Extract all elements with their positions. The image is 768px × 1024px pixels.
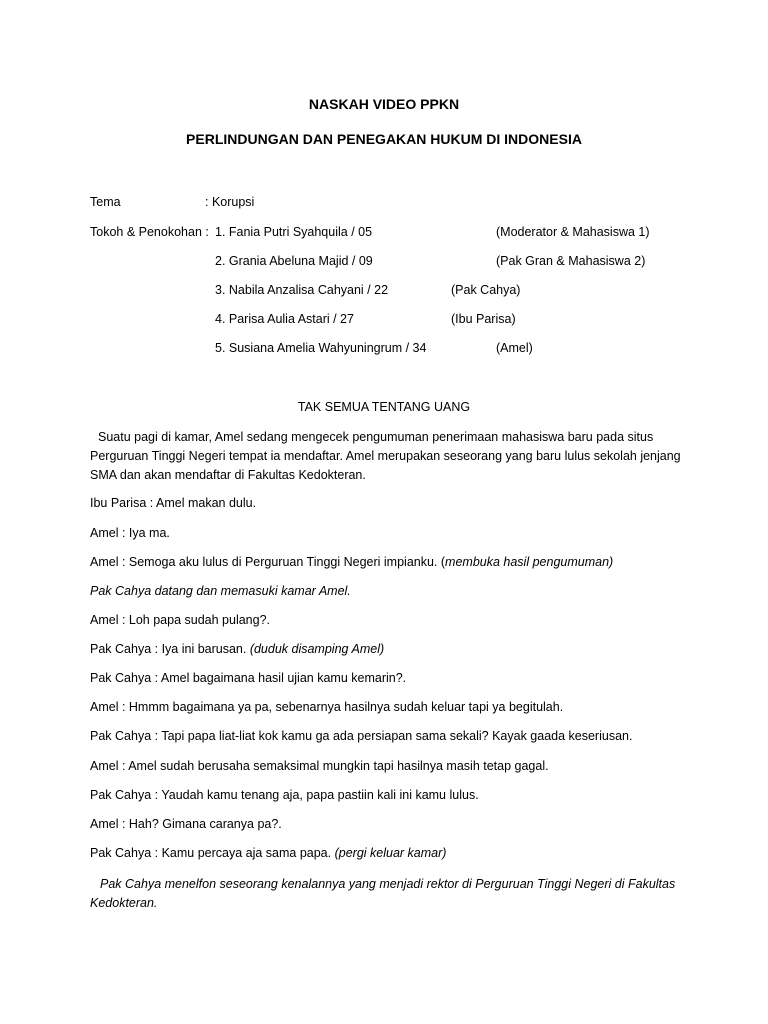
- dialogue-line: Pak Cahya : Amel bagaimana hasil ujian kamu kemarin?.: [90, 671, 407, 685]
- stage-direction: Pak Cahya datang dan memasuki kamar Amel.: [90, 584, 351, 598]
- dialogue-line: Amel : Hah? Gimana caranya pa?.: [90, 817, 282, 831]
- tokoh-label: Tokoh & Penokohan :: [90, 225, 209, 239]
- dialogue-line: Amel : Iya ma.: [90, 526, 170, 540]
- dialogue-line: Pak Cahya : Yaudah kamu tenang aja, papa pastiin kali ini kamu lulus.: [90, 788, 479, 802]
- closing-stage-direction: Pak Cahya menelfon seseorang kenalannya yang menjadi rektor di Perguruan Tinggi Negeri di Fakultas Kedokteran.: [90, 877, 676, 910]
- dialogue-line: Pak Cahya : Kamu percaya aja sama papa. (pergi keluar kamar): [90, 846, 447, 860]
- cast-name: 3. Nabila Anzalisa Cahyani / 22: [215, 283, 389, 297]
- document-subtitle: PERLINDUNGAN DAN PENEGAKAN HUKUM DI INDONESIA: [186, 131, 582, 147]
- dialogue-line: Amel : Amel sudah berusaha semaksimal mungkin tapi hasilnya masih tetap gagal.: [90, 759, 549, 773]
- cast-role: (Moderator & Mahasiswa 1): [496, 225, 650, 239]
- cast-role: (Pak Gran & Mahasiswa 2): [496, 254, 646, 268]
- dialogue-line: Amel : Loh papa sudah pulang?.: [90, 613, 270, 627]
- tema-label: Tema: [90, 195, 121, 209]
- cast-role: (Amel): [496, 341, 533, 355]
- cast-name: 4. Parisa Aulia Astari / 27: [215, 312, 354, 326]
- dialogue-line: Amel : Semoga aku lulus di Perguruan Tinggi Negeri impianku. (membuka hasil pengumuman): [90, 555, 614, 569]
- tema-value: : Korupsi: [205, 195, 255, 209]
- document-title: NASKAH VIDEO PPKN: [308, 96, 460, 112]
- cast-name: 2. Grania Abeluna Majid / 09: [215, 254, 373, 268]
- cast-name: 1. Fania Putri Syahquila / 05: [215, 225, 373, 239]
- dialogue-line: Pak Cahya : Iya ini barusan. (duduk disamping Amel): [90, 642, 385, 656]
- dialogue-line: Amel : Hmmm bagaimana ya pa, sebenarnya hasilnya sudah keluar tapi ya begitulah.: [90, 700, 564, 714]
- cast-role: (Ibu Parisa): [451, 312, 516, 326]
- cast-name: 5. Susiana Amelia Wahyuningrum / 34: [215, 341, 427, 355]
- dialogue-line: Pak Cahya : Tapi papa liat-liat kok kamu ga ada persiapan sama sekali? Kayak gaada keseriusan.: [90, 729, 633, 743]
- intro-paragraph: Suatu pagi di kamar, Amel sedang mengecek pengumuman penerimaan mahasiswa baru pada situs Perguruan Tinggi Negeri tempat ia mendaftar. Amel merupakan seseorang yang baru lulus sekolah jenjang SMA dan akan mendaftar di Fakultas Kedokteran.: [90, 430, 681, 482]
- section-title: TAK SEMUA TENTANG UANG: [297, 400, 471, 414]
- cast-role: (Pak Cahya): [451, 283, 521, 297]
- dialogue-line: Ibu Parisa : Amel makan dulu.: [90, 496, 257, 510]
